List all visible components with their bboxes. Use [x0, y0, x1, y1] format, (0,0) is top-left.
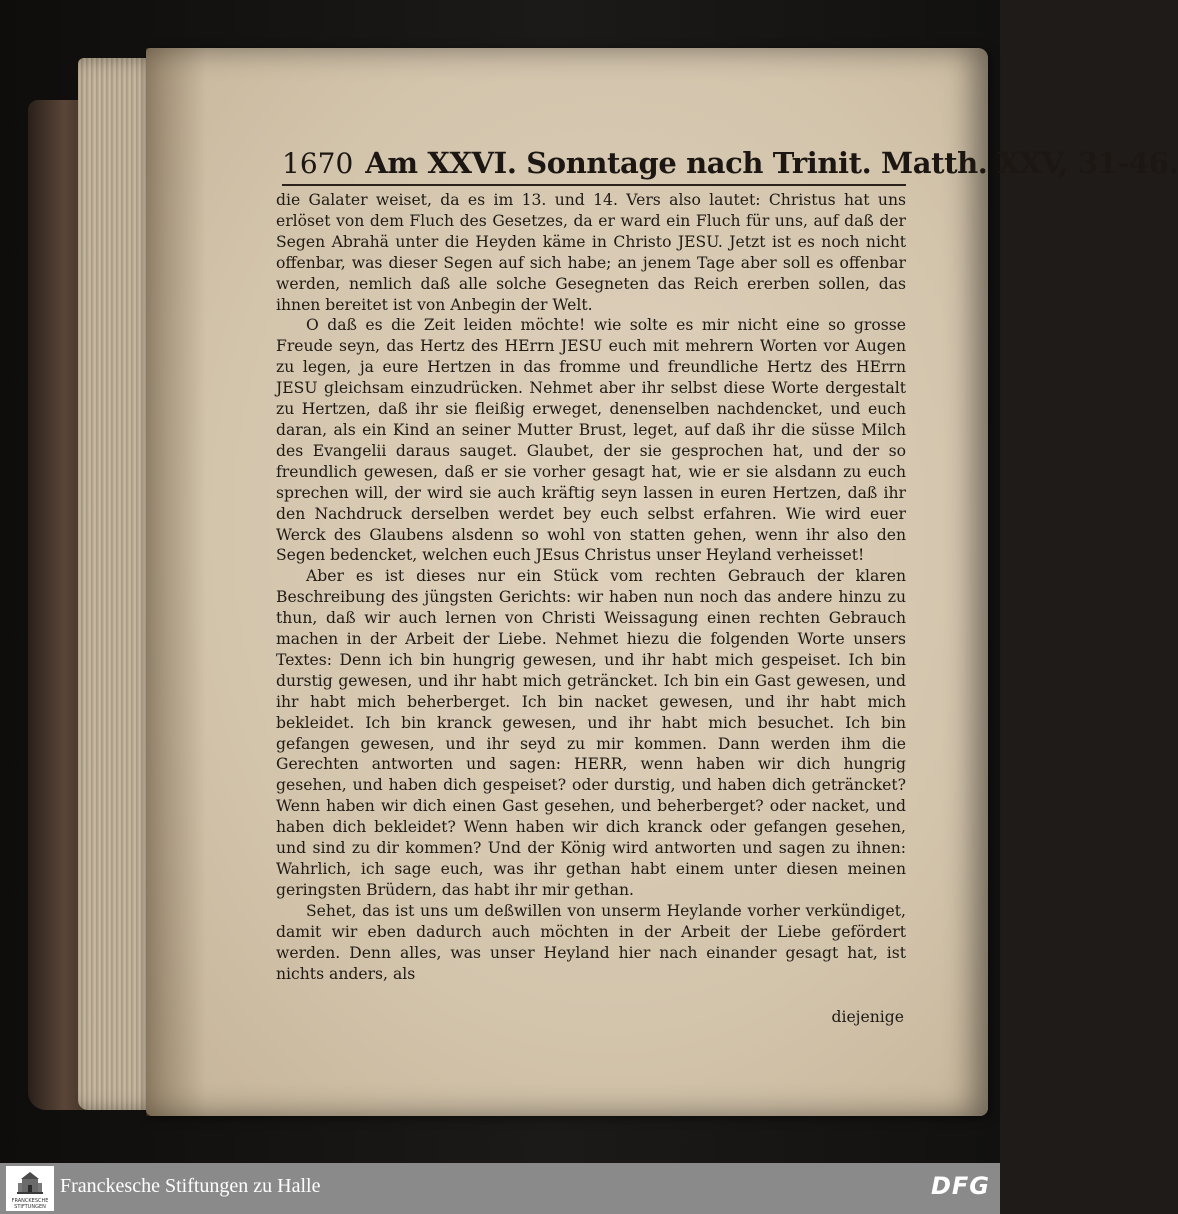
institution-name[interactable]: Franckesche Stiftungen zu Halle — [60, 1175, 321, 1197]
catchword: diejenige — [831, 1008, 904, 1026]
page-number: 1670 — [282, 147, 354, 180]
dfg-logo[interactable]: DFG — [930, 1172, 990, 1200]
header-rule — [282, 184, 906, 186]
institution-logo[interactable] — [6, 1166, 54, 1211]
paragraph: die Galater weiset, da es im 13. und 14. Vers also lautet: Christus hat uns erlöset von dem Fluch des Gesetzes, da er ward ein Fluch für uns, auf daß der Segen Abrahä unter die Heyden käme in Christo JESU. Jetzt ist es noch nicht offenbar, was dieser Segen auf sich habe; an jenem Tage aber soll es offenbar werden, nemlich daß alle solche Gesegneten das Reich ererben sollen, das ihnen bereitet ist von Anbegin der Welt. — [276, 191, 906, 314]
paragraph: Sehet, das ist uns um deßwillen von unserm Heylande vorher verkündiget, damit wir eben dadurch auch möchten in der Arbeit der Liebe gefördert werden. Denn alles, was unser Heyland hier nach einander gesagt hat, ist nichts anders, als — [276, 901, 906, 983]
footer-bar — [0, 1163, 1000, 1214]
logo-caption: FRANCKESCHE STIFTUNGEN — [11, 1198, 49, 1210]
book-page — [146, 48, 1178, 1116]
paragraph: Aber es ist dieses nur ein Stück vom rechten Gebrauch der klaren Beschreibung des jüngsten Gerichts: wir haben nun noch das andere hinzu zu thun, daß wir auch lernen von Christi Weissagung einen rechten Gebrauch machen in der Arbeit der Liebe. Nehmet hiezu die folgenden Worte unsers Textes: Denn ich bin hungrig gewesen, und ihr habt mich gespeiset. Ich bin durstig gewesen, und ihr habt mich geträncket. Ich bin ein Gast gewesen, und ihr habt mich beherberget. Ich bin nacket gewesen, und ihr habt mich bekleidet. Ich bin kranck gewesen, und ihr habt mich besuchet. Ich bin gefangen gewesen, und ihr seyd zu mir kommen. Dann werden ihm die Gerechten antworten und sagen: HERR, wenn haben wir dich hungrig gesehen, und haben dich gespeiset? oder durstig, und haben dich geträncket? Wenn haben wir dich einen Gast gesehen, und beherberget? oder nacket, und haben dich bekleidet? Wenn haben wir dich kranck oder gefangen gesehen, und sind zu dir kommen? Und der König wird antworten und sagen zu ihnen: Wahrlich, ich sage euch, was ihr gethan habt einem unter diesen meinen geringsten Brüdern, das habt ihr mir gethan. — [276, 567, 906, 899]
running-head: Am XXVI. Sonntage nach Trinit. Matth. XXV, 31-46. — [365, 146, 1178, 180]
page-gutter-shadow — [146, 48, 206, 1116]
orphanage-building-icon — [15, 1170, 45, 1198]
paragraph: O daß es die Zeit leiden möchte! wie solte es mir nicht eine so grosse Freude seyn, das Hertz des HErrn JESU euch mit mehrern Worten vor Augen zu legen, ja eure Hertzen in das fromme und freundliche Hertz des HErrn JESU gleichsam einzudrücken. Nehmet aber ihr selbst diese Worte dergestalt zu Hertzen, daß ihr sie fleißig erweget, denenselben nachdencket, und euch daran, als ein Kind an seiner Mutter Brust, leget, auf daß ihr die süsse Milch des Evangelii daraus sauget. Glaubet, der sie gesprochen hat, und der so freundlich gewesen, daß er sie vorher gesagt hat, wie er sie alsdann zu euch sprechen will, der wird sie auch kräftig seyn lassen in euren Hertzen, daß ihr den Nachdruck derselben werdet bey euch selbst erfahren. Wie wird euer Werck des Glaubens alsdenn so wohl von statten gehen, wenn ihr also den Segen bedencket, welchen euch JEsus Christus unser Heyland verheisset! — [276, 316, 906, 565]
body-text — [276, 190, 906, 984]
